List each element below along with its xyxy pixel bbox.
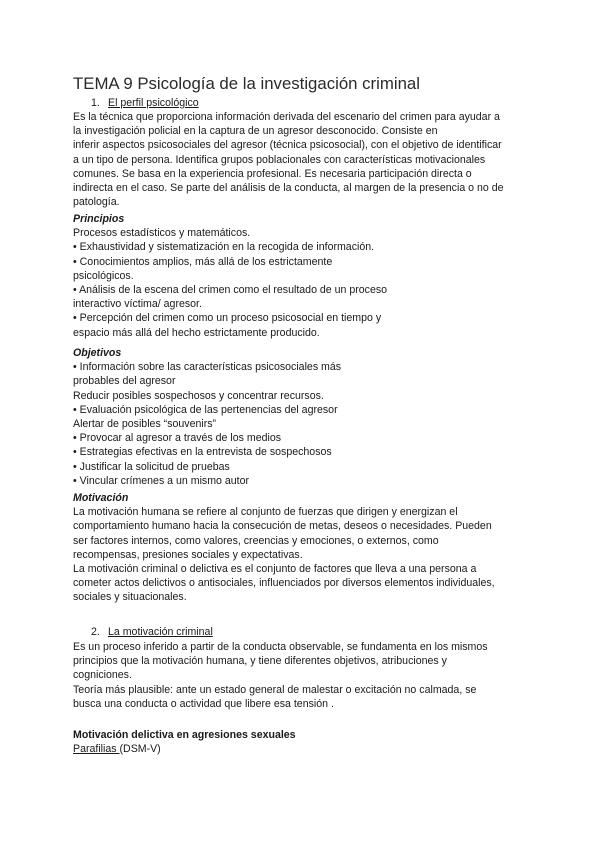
subheading-principios: Principios [73,213,125,225]
text-line: Es la técnica que proporciona información derivada del escenario del crimen para ayudar a [73,111,500,123]
list-item: • Vincular crímenes a un mismo autor [73,474,250,487]
list-item: Procesos estadísticos y matemáticos. [73,227,251,240]
text-line: sociales y situacionales. [73,591,187,604]
text-line: Teoría más plausible: ante un estado general de malestar o excitación no calmada, se [73,683,477,696]
list-item: probables del agresor [73,375,176,388]
section2-paragraph [73,640,573,711]
text-line: La motivación humana se refiere al conjunto de fuerzas que dirigen y energizan el [73,506,458,519]
parafilias-line [73,742,573,756]
list-item: • Información sobre las características psicosociales más [73,361,342,374]
text-line: recompensas, presiones sociales y expectativas. [73,548,303,561]
section-number: 2. [91,626,100,638]
list-item: • Percepción del crimen como un proceso psicosocial en tiempo y [73,312,382,325]
parafilias-label: Parafilias [73,743,120,756]
list-item: • Provocar al agresor a través de los medios [73,432,282,445]
motivacion-section [73,491,573,605]
subheading-objetivos: Objetivos [73,347,122,359]
text-line: a un tipo de persona. Identifica grupos poblacionales con características motivacionales [73,153,486,166]
text-line: busca una conducta o actividad que libere esa tensión . [73,697,334,710]
text-line: ser factores internos, como valores, creencias y emociones, o externos, como [73,534,439,547]
subheading-motivacion: Motivación [73,492,129,504]
text-line: inferir aspectos psicosociales del agresor (técnica psicosocial), con el objetivo de identificar [73,139,502,152]
list-item: Alertar de posibles “souvenirs” [73,417,217,430]
text-line: comportamiento humano hacia la consecución de metas, deseos o necesidades. Pueden [73,520,492,533]
list-item: • Conocimientos amplios, más allá de los estrictamente [73,255,333,268]
text-line: principios que la motivación humana, y tiene diferentes objetivos, atribuciones y [73,655,447,668]
objetivos-section [73,346,573,488]
list-item: • Justificar la solicitud de pruebas [73,460,230,473]
intro-paragraph [73,110,573,209]
text-line: cogniciones. [73,669,132,682]
list-item: psicológicos. [73,269,134,282]
text-line: cometer actos delictivos o antisociales, influenciados por diversos elementos individuales, [73,577,495,590]
list-item: • Análisis de la escena del crimen como el resultado de un proceso [73,283,388,296]
text-line: indirecta en el caso. Se parte del análisis de la conducta, al margen de la presencia o no de [73,181,504,194]
section-title: El perfil psicológico [108,97,199,109]
section-heading-motivacion-criminal [91,625,213,639]
text-line: la investigación policial en la captura de un agresor desconocido. Consiste en [73,125,438,138]
list-item: • Exhaustividad y sistematización en la recogida de información. [73,241,375,254]
section-title: La motivación criminal [108,626,213,638]
list-item: interactivo víctima/ agresor. [73,298,202,311]
text-line: comunes. Se basa en la experiencia profesional. Es necesaria participación directa o [73,167,472,180]
subheading-agresiones-sexuales: Motivación delictiva en agresiones sexuales [73,729,296,741]
text-line: La motivación criminal o delictiva es el conjunto de factores que lleva a una persona a [73,562,477,575]
list-item: • Estrategias efectivas en la entrevista de sospechosos [73,446,332,459]
text-line: patología. [73,196,120,209]
list-item: • Evaluación psicológica de las pertenencias del agresor [73,403,338,416]
agresiones-section [73,728,573,756]
list-item: Reducir posibles sospechosos y concentrar recursos. [73,389,324,402]
text-line: Es un proceso inferido a partir de la conducta observable, se fundamenta en los mismos [73,641,488,653]
section-number: 1. [91,97,100,109]
principios-section [73,212,573,340]
list-item: espacio más allá del hecho estrictamente producido. [73,326,320,339]
page-title: TEMA 9 Psicología de la investigación criminal [73,74,420,93]
section-heading-perfil [91,96,199,110]
parafilias-suffix: (DSM-V) [119,743,161,756]
